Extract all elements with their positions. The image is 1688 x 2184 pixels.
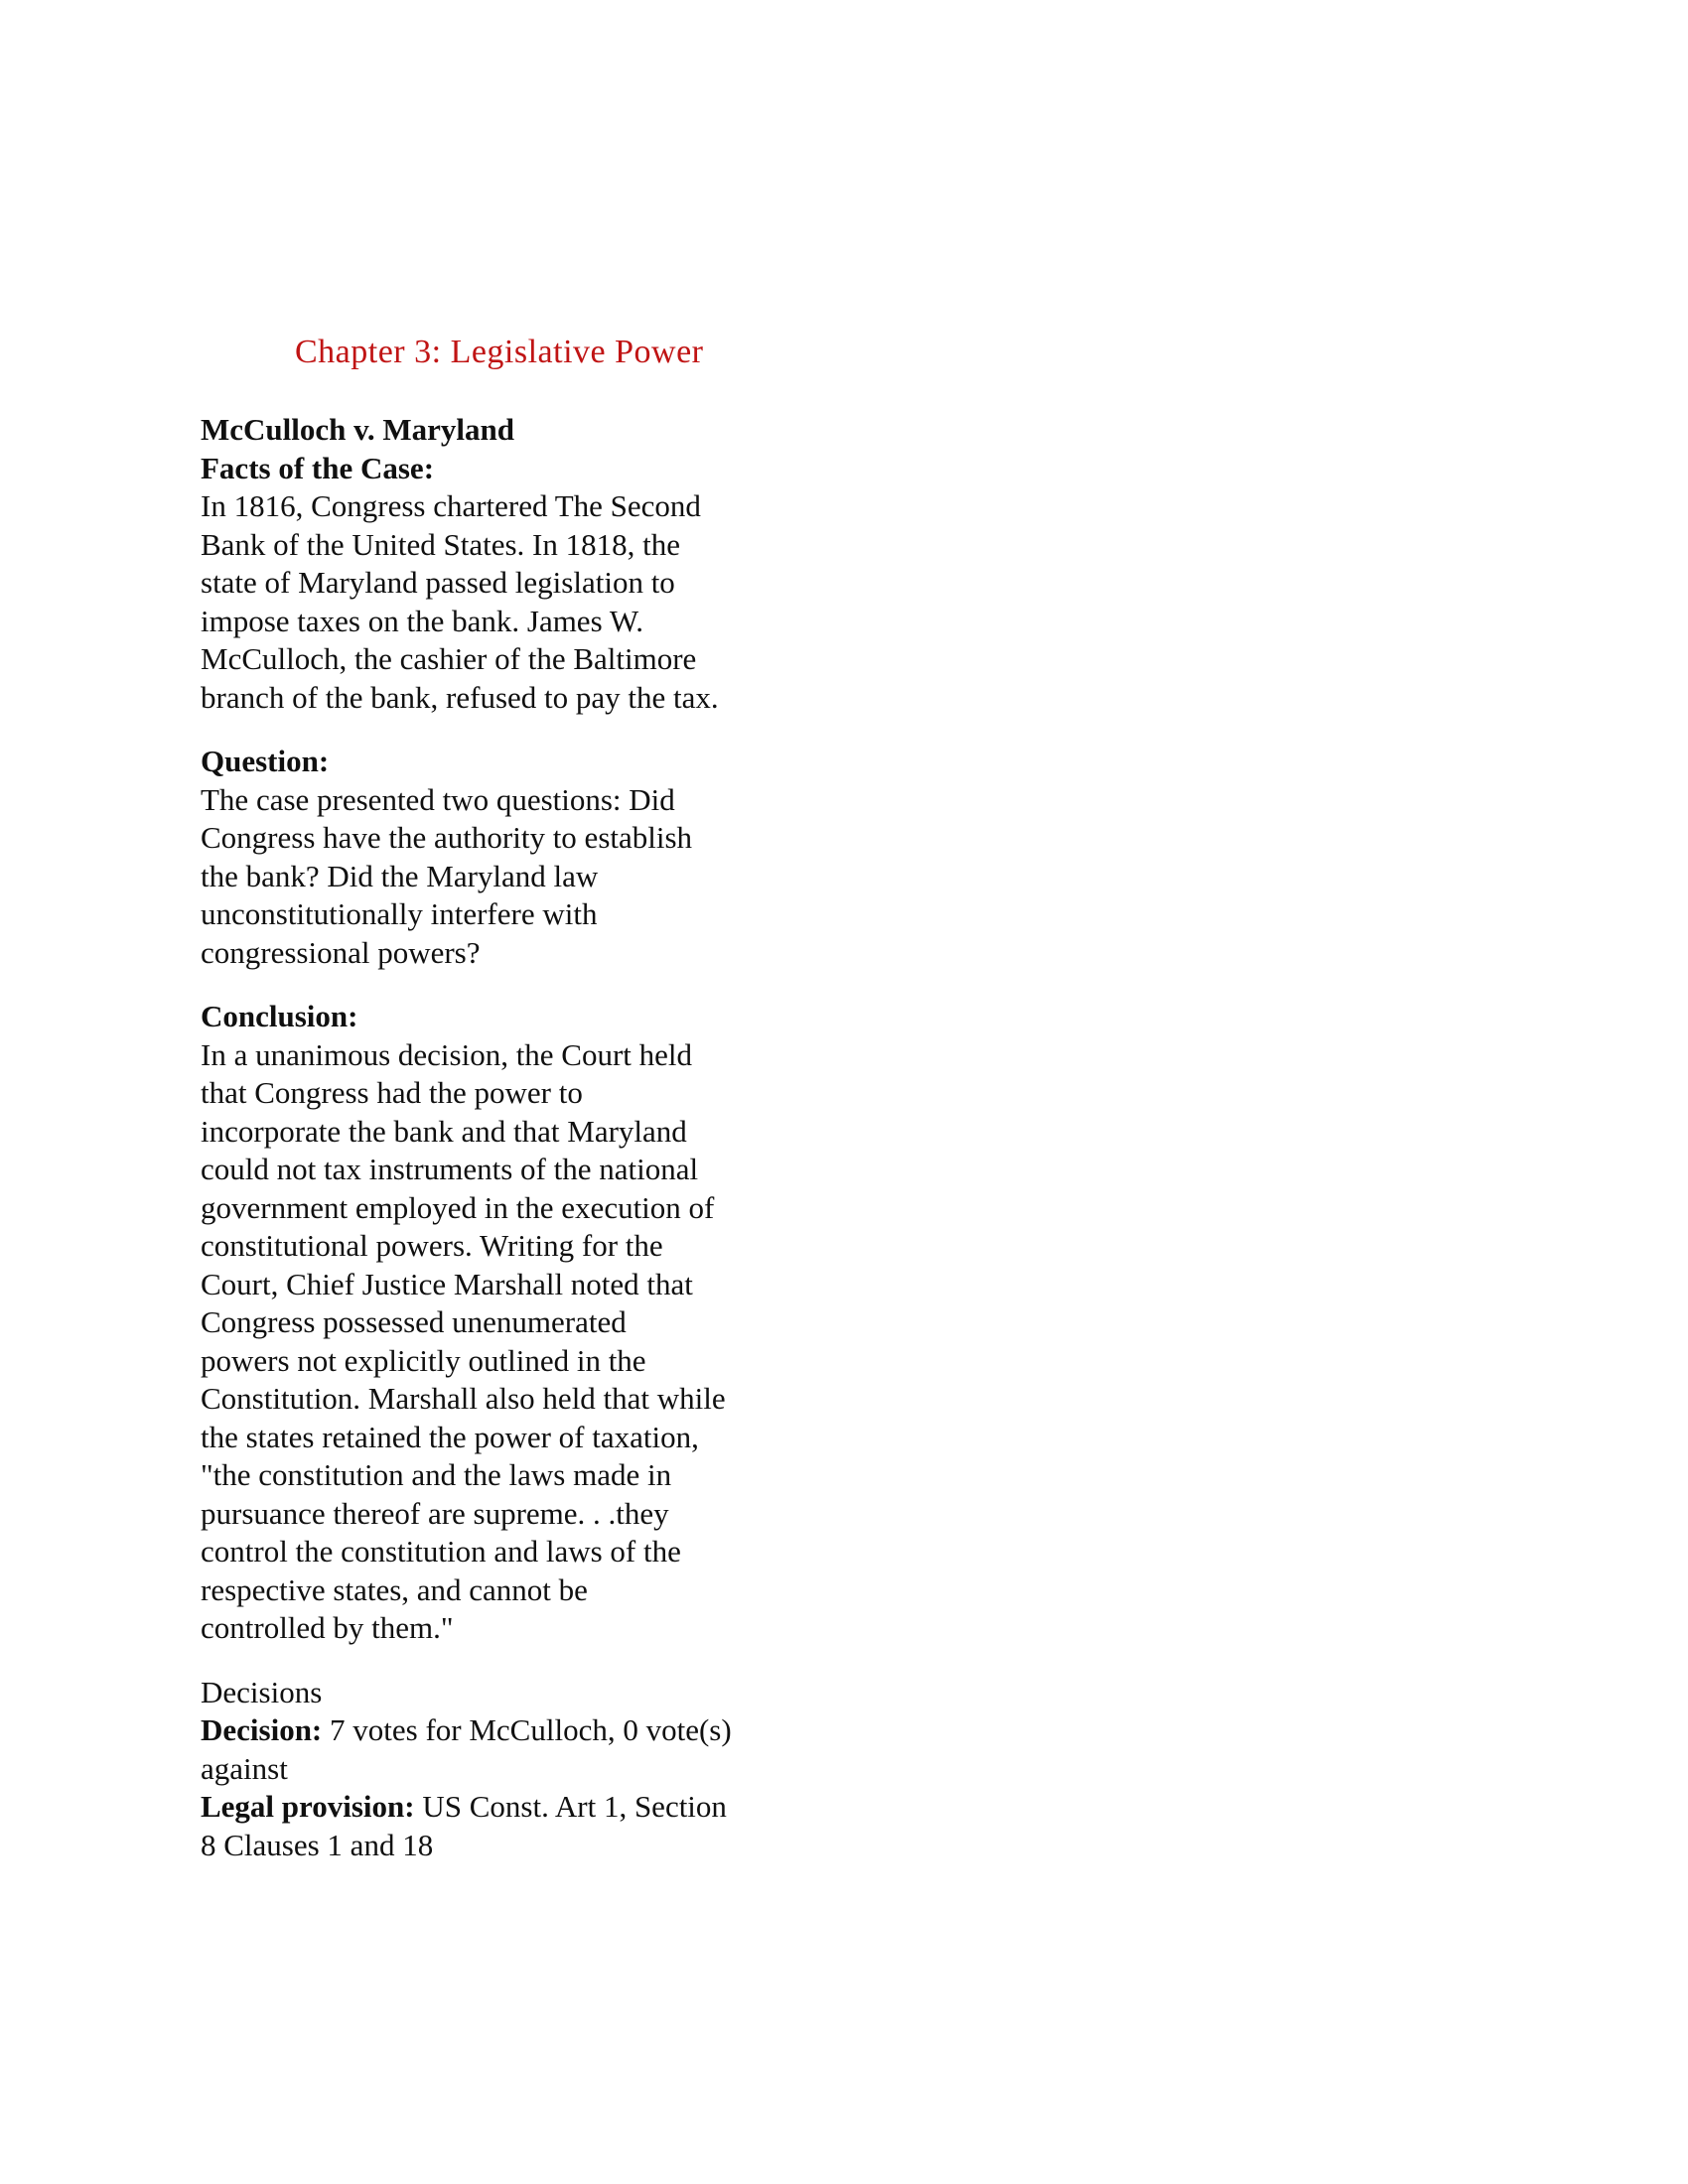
text-run: respective states, and cannot be [201,1571,588,1607]
text-line [201,1571,856,1610]
section-question [201,743,856,972]
text-line [201,1533,856,1571]
text-line [201,1788,856,1827]
text-run: against [201,1750,288,1786]
text-line [201,1151,856,1189]
text-run: constitutional powers. Writing for the [201,1228,663,1263]
text-line [201,603,856,641]
text-run: US Const. Art 1, Section [414,1789,727,1824]
text-line [201,1419,856,1457]
text-run: 7 votes for McCulloch, 0 vote(s) [322,1712,732,1747]
section-facts [201,411,856,717]
text-line [201,743,856,781]
section-decisions [201,1674,856,1865]
text-line [201,1266,856,1304]
text-line [201,1227,856,1266]
text-run: the states retained the power of taxation, [201,1419,699,1454]
text-run: Constitution. Marshall also held that while [201,1381,726,1416]
text-line [201,1303,856,1342]
text-run: could not tax instruments of the national [201,1152,699,1186]
text-run: congressional powers? [201,934,481,970]
text-line [201,895,856,934]
text-line [201,934,856,973]
text-line [201,1711,856,1750]
text-line [201,1113,856,1152]
text-run: controlled by them." [201,1610,454,1645]
bold-run: Question: [201,744,330,778]
text-run: 8 Clauses 1 and 18 [201,1827,434,1862]
text-run: In 1816, Congress chartered The Second [201,488,701,523]
text-line [201,858,856,896]
text-line [201,450,856,488]
text-run: "the constitution and the laws made in [201,1457,672,1492]
text-run: Congress have the authority to establish [201,820,693,855]
text-run: The case presented two questions: Did [201,781,675,817]
text-run: Decisions [201,1674,323,1709]
text-line [201,781,856,820]
text-line [201,819,856,858]
text-line [201,1456,856,1495]
bold-run: McCulloch v. Maryland [201,412,515,447]
text-run: the bank? Did the Maryland law [201,858,599,893]
bold-run: Decision: [201,1712,323,1747]
text-line [201,1609,856,1648]
bold-run: Conclusion: [201,999,358,1033]
text-run: government employed in the execution of [201,1189,715,1225]
text-line [201,1036,856,1075]
bold-run: Facts of the Case: [201,450,435,485]
bold-run: Legal provision: [201,1789,415,1824]
text-run: that Congress had the power to [201,1075,583,1110]
text-line [201,1189,856,1228]
text-line [201,487,856,526]
text-line [201,1827,856,1865]
section-conclusion [201,998,856,1648]
text-run: state of Maryland passed legislation to [201,565,675,600]
text-run: control the constitution and laws of the [201,1534,681,1569]
text-run: powers not explicitly outlined in the [201,1342,646,1378]
text-run: Court, Chief Justice Marshall noted that [201,1266,693,1301]
text-line [201,564,856,603]
text-line [201,1495,856,1534]
text-line [201,679,856,718]
text-run: branch of the bank, refused to pay the tax. [201,679,719,715]
text-line [201,998,856,1036]
text-line [201,1342,856,1381]
document-body [201,411,856,1890]
text-line [201,411,856,450]
text-run: McCulloch, the cashier of the Baltimore [201,641,697,676]
text-run: incorporate the bank and that Maryland [201,1113,687,1149]
text-line [201,1750,856,1789]
chapter-heading: Chapter 3: Legislative Power [295,334,704,370]
text-line [201,1674,856,1712]
text-run: In a unanimous decision, the Court held [201,1036,693,1072]
text-line [201,1074,856,1113]
text-run: Congress possessed unenumerated [201,1304,627,1339]
text-run: pursuance thereof are supreme. . .they [201,1495,669,1531]
text-run: impose taxes on the bank. James W. [201,603,643,638]
text-line [201,1380,856,1419]
text-line [201,640,856,679]
text-run: unconstitutionally interfere with [201,896,598,931]
text-line [201,526,856,565]
text-run: Bank of the United States. In 1818, the [201,526,680,562]
